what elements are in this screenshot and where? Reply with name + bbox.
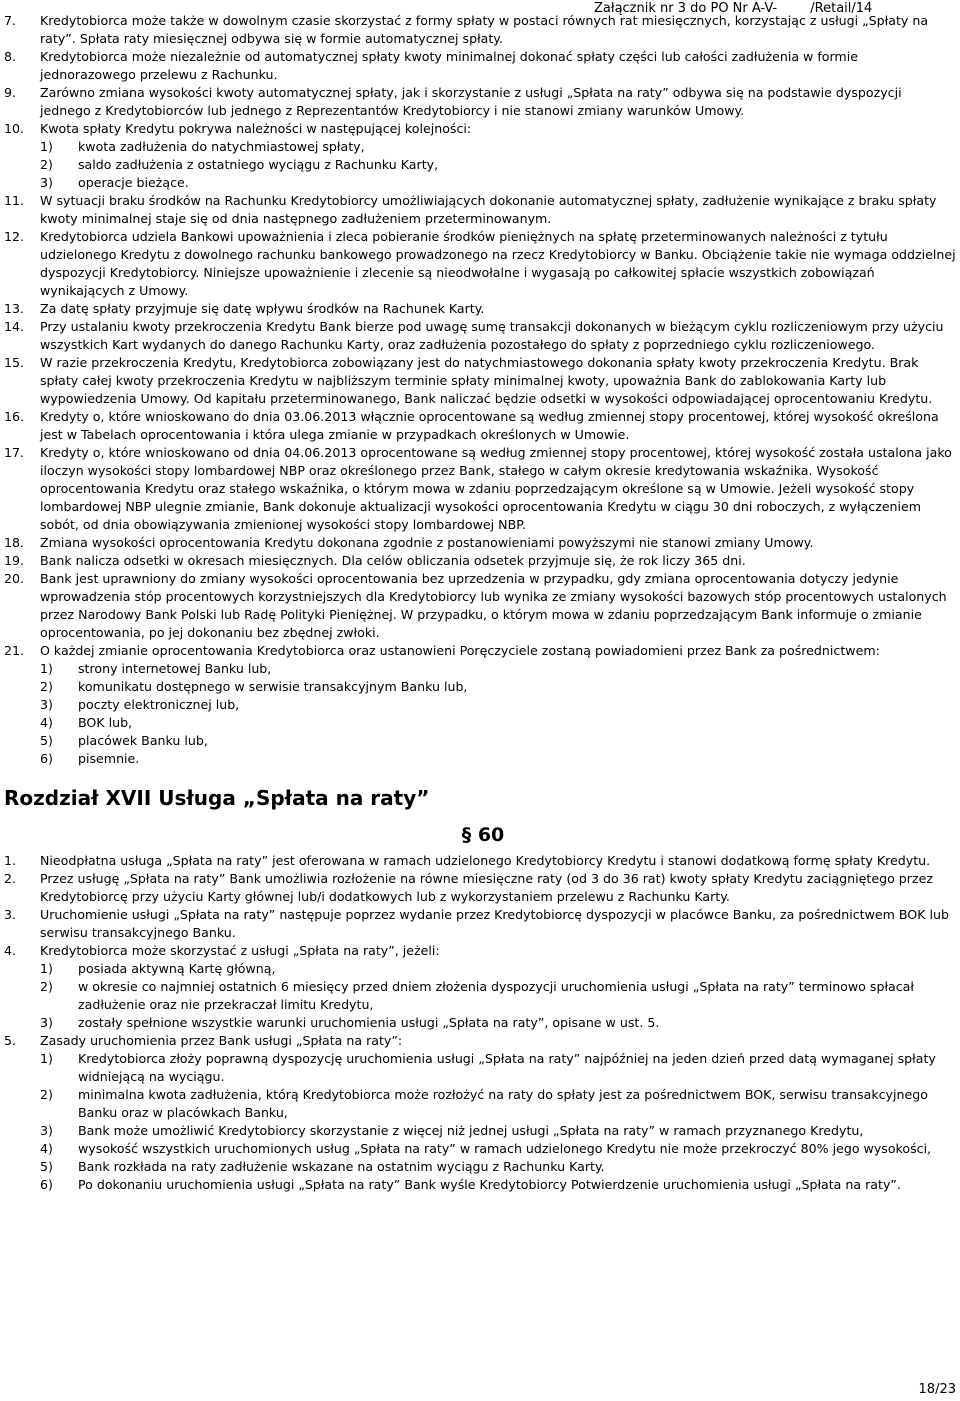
list-item xyxy=(4,354,956,408)
list-item xyxy=(4,120,956,192)
item-number: 1. xyxy=(4,853,17,868)
item-number: 19. xyxy=(4,553,25,568)
item-number: 15. xyxy=(4,355,25,370)
sub-item xyxy=(40,732,956,750)
sub-item-text: minimalna kwota zadłużenia, którą Kredytobiorca może rozłożyć na raty do spłaty jest za pośrednictwem BOK, serwisu transakcyjnego Banku oraz w placówkach Banku, xyxy=(78,1087,928,1120)
sub-item-number: 1) xyxy=(40,139,53,154)
sub-item-number: 2) xyxy=(40,1087,53,1102)
paragraph-mark: § 60 xyxy=(461,824,505,846)
item-text: Kredytobiorca może także w dowolnym czasie skorzystać z formy spłaty w postaci równych rat miesięcznych, korzystając z usługi „Spłaty na raty”. Spłata raty miesięcznej odbywa się w formie automatycznej spłaty. xyxy=(40,13,929,46)
item-text: Bank nalicza odsetki w okresach miesięcznych. Dla celów obliczania odsetek przyjmuje się, że rok liczy 365 dni. xyxy=(40,553,746,568)
sub-item-number: 3) xyxy=(40,175,53,190)
item-text: Kredytobiorca może skorzystać z usługi „Spłata na raty”, jeżeli: xyxy=(40,943,440,958)
sub-item xyxy=(40,1014,956,1032)
sub-item-text: w okresie co najmniej ostatnich 6 miesięcy przed dniem złożenia dyspozycji uruchomienia usługi „Spłata na raty” terminowo spłacał zadłużenie oraz nie przekraczał limitu Kredytu, xyxy=(78,979,914,1012)
item-number: 3. xyxy=(4,907,17,922)
item-text: Uruchomienie usługi „Spłata na raty” następuje poprzez wydanie przez Kredytobiorcę dyspozycji w placówce Banku, za pośrednictwem BOK lub serwisu transakcyjnego Banku. xyxy=(40,907,949,940)
sub-item-number: 1) xyxy=(40,1051,53,1066)
sub-item-text: Bank rozkłada na raty zadłużenie wskazane na ostatnim wyciągu z Rachunku Karty. xyxy=(78,1159,605,1174)
item-number: 7. xyxy=(4,13,17,28)
list-item xyxy=(4,12,956,48)
sub-item xyxy=(40,1176,956,1194)
sub-item-number: 2) xyxy=(40,979,53,994)
sub-item xyxy=(40,138,956,156)
sub-item xyxy=(40,960,956,978)
list-item xyxy=(4,534,956,552)
item-text: Bank jest uprawniony do zmiany wysokości oprocentowania bez uprzedzenia w przypadku, gdy zmiana oprocentowania dotyczy jedynie wprowadzenia stóp procentowych korzystniejszych dla Kredytobiorcy lub wynika ze zmiany wysokości bazowych stóp procentowych ustalonych przez Narodowy Bank Polski lub Radę Polityki Pieniężnej. W przypadku, o którym mowa w zdaniu poprzedzającym Bank informuje o zmianie oprocentowania, po jej dokonaniu bez zbędnej zwłoki. xyxy=(40,571,947,640)
sub-item-number: 3) xyxy=(40,1015,53,1030)
item-text: Kredytobiorca udziela Bankowi upoważnienia i zleca pobieranie środków pieniężnych na spłatę przeterminowanych należności z tytułu udzielonego Kredytu z dowolnego rachunku bankowego prowadzonego na rzecz Kredytobiorcy w Banku. Obciążenie takie nie wymaga oddzielnej dyspozycji Kredytobiorcy. Niniejsze upoważnienie i zlecenie są nieodwołalne i wygasają po całkowitej spłacie wszystkich zobowiązań wynikających z Umowy. xyxy=(40,229,956,298)
sub-item xyxy=(40,1050,956,1086)
sub-item-number: 1) xyxy=(40,661,53,676)
item-number: 9. xyxy=(4,85,17,100)
sub-item xyxy=(40,1158,956,1176)
sub-item xyxy=(40,978,956,1014)
sub-item xyxy=(40,174,956,192)
list-item xyxy=(4,852,956,870)
sub-item-number: 2) xyxy=(40,679,53,694)
item-text: Przez usługę „Spłata na raty” Bank umożliwia rozłożenie na równe miesięczne raty (od 3 do 36 rat) kwoty spłaty Kredytu zaciągniętego przez Kredytobiorcę przy użyciu Karty głównej lub/i dodatkowych lub z wykorzystaniem przelewu z Rachunku Karty. xyxy=(40,871,933,904)
sub-item-number: 2) xyxy=(40,157,53,172)
sub-item-number: 4) xyxy=(40,715,53,730)
sub-item-text: poczty elektronicznej lub, xyxy=(78,697,240,712)
item-number: 2. xyxy=(4,871,17,886)
sub-item-text: Po dokonaniu uruchomienia usługi „Spłata na raty” Bank wyśle Kredytobiorcy Potwierdzenie uruchomienia usługi „Spłata na raty”. xyxy=(78,1177,901,1192)
document-body xyxy=(4,12,956,1194)
list-item xyxy=(4,942,956,1032)
sub-item xyxy=(40,696,956,714)
list-item xyxy=(4,444,956,534)
item-number: 10. xyxy=(4,121,25,136)
item-number: 13. xyxy=(4,301,25,316)
item-number: 21. xyxy=(4,643,25,658)
item-text: Zarówno zmiana wysokości kwoty automatycznej spłaty, jak i skorzystanie z usługi „Spłata na raty” odbywa się na podstawie dyspozycji jednego z Kredytobiorców lub jednego z Reprezentantów Kredytobiorcy i nie stanowi zmiany warunków Umowy. xyxy=(40,85,902,118)
list-item xyxy=(4,408,956,444)
sub-item xyxy=(40,1122,956,1140)
sub-item-number: 1) xyxy=(40,961,53,976)
sub-item-text: Kredytobiorca złoży poprawną dyspozycję uruchomienia usługi „Spłata na raty” najpóźniej na jeden dzień przed datą wymaganej spłaty widniejącą na wyciągu. xyxy=(78,1051,936,1084)
list-item xyxy=(4,570,956,642)
sub-item xyxy=(40,750,956,768)
sub-item-text: Bank może umożliwić Kredytobiorcy skorzystanie z więcej niż jednej usługi „Spłata na raty” w ramach przyznanego Kredytu, xyxy=(78,1123,864,1138)
item-text: Kredytobiorca może niezależnie od automatycznej spłaty kwoty minimalnej dokonać spłaty części lub całości zadłużenia w formie jednorazowego przelewu z Rachunku. xyxy=(40,49,858,82)
item-text: O każdej zmianie oprocentowania Kredytobiorca oraz ustanowieni Poręczyciele zostaną powiadomieni przez Bank za pośrednictwem: xyxy=(40,643,880,658)
sub-item-text: strony internetowej Banku lub, xyxy=(78,661,272,676)
list-item xyxy=(4,642,956,768)
item-number: 12. xyxy=(4,229,25,244)
page-header: Załącznik nr 3 do PO Nr A-V- /Retail/14 xyxy=(594,1,873,16)
sub-item xyxy=(40,1086,956,1122)
sub-item-text: operacje bieżące. xyxy=(78,175,189,190)
item-number: 4. xyxy=(4,943,17,958)
list-item xyxy=(4,192,956,228)
list-item xyxy=(4,48,956,84)
sub-item-number: 4) xyxy=(40,1141,53,1156)
chapter-title: Rozdział XVII Usługa „Spłata na raty” xyxy=(4,786,430,810)
item-text: Nieodpłatna usługa „Spłata na raty” jest oferowana w ramach udzielonego Kredytobiorcy Kredytu i stanowi dodatkową formę spłaty Kredytu. xyxy=(40,853,931,868)
sub-item-number: 6) xyxy=(40,1177,53,1192)
numbered-list-top xyxy=(4,12,956,768)
item-number: 17. xyxy=(4,445,25,460)
sub-item xyxy=(40,660,956,678)
item-text: Zmiana wysokości oprocentowania Kredytu dokonana zgodnie z postanowieniami powyższymi nie stanowi zmiany Umowy. xyxy=(40,535,814,550)
item-text: Zasady uruchomienia przez Bank usługi „Spłata na raty”: xyxy=(40,1033,403,1048)
sub-item-text: kwota zadłużenia do natychmiastowej spłaty, xyxy=(78,139,365,154)
sub-item-text: wysokość wszystkich uruchomionych usług „Spłata na raty” w ramach udzielonego Kredytu nie może przekroczyć 80% jego wysokości, xyxy=(78,1141,932,1156)
sub-item-text: pisemnie. xyxy=(78,751,140,766)
list-item xyxy=(4,228,956,300)
list-item xyxy=(4,906,956,942)
item-number: 5. xyxy=(4,1033,17,1048)
item-number: 18. xyxy=(4,535,25,550)
item-text: Kredyty o, które wnioskowano od dnia 04.06.2013 oprocentowane są według zmiennej stopy procentowej, której wysokość została ustalona jako iloczyn wysokości stopy lombardowej NBP oraz określonego przez Bank, stałego w całym okresie kredytowania wskaźnika. Wysokość oprocentowania Kredytu oraz stałego wskaźnika, o którym mowa w zdaniu poprzedzającym określone są w Umowie. Jeżeli wysokość stopy lombardowej NBP ulegnie zmianie, Bank dokonuje aktualizacji wysokości oprocentowania Kredytu w ciągu 30 dni roboczych, z wyłączeniem sobót, od dnia obowiązywania zmienionej wysokości stopy lombardowej NBP. xyxy=(40,445,952,532)
item-number: 16. xyxy=(4,409,25,424)
numbered-list-bottom xyxy=(4,852,956,1194)
list-item xyxy=(4,1032,956,1194)
list-item xyxy=(4,318,956,354)
item-text: Kredyty o, które wnioskowano do dnia 03.06.2013 włącznie oprocentowane są według zmiennej stopy procentowej, której wysokość określona jest w Tabelach oprocentowania i która ulega zmianie w przypadkach określonych w Umowie. xyxy=(40,409,939,442)
sub-item-text: komunikatu dostępnego w serwisie transakcyjnym Banku lub, xyxy=(78,679,468,694)
list-item xyxy=(4,552,956,570)
sub-item-text: BOK lub, xyxy=(78,715,133,730)
sub-item-number: 3) xyxy=(40,1123,53,1138)
sub-item xyxy=(40,714,956,732)
list-item xyxy=(4,300,956,318)
item-number: 8. xyxy=(4,49,17,64)
sub-item-text: placówek Banku lub, xyxy=(78,733,208,748)
item-text: Kwota spłaty Kredytu pokrywa należności w następującej kolejności: xyxy=(40,121,472,136)
item-text: Przy ustalaniu kwoty przekroczenia Kredytu Bank bierze pod uwagę sumę transakcji dokonanych w bieżącym cyklu rozliczeniowym przy użyciu wszystkich Kart wydanych do danego Rachunku Karty, oraz zadłużenia pozostałego do spłaty z poprzedniego cyklu rozliczeniowego. xyxy=(40,319,944,352)
item-number: 14. xyxy=(4,319,25,334)
sub-item-text: saldo zadłużenia z ostatniego wyciągu z Rachunku Karty, xyxy=(78,157,439,172)
sub-item-number: 3) xyxy=(40,697,53,712)
list-item xyxy=(4,84,956,120)
sub-item-text: zostały spełnione wszystkie warunki uruchomienia usługi „Spłata na raty”, opisane w ust. 5. xyxy=(78,1015,660,1030)
item-number: 20. xyxy=(4,571,25,586)
sub-item xyxy=(40,156,956,174)
sub-item xyxy=(40,678,956,696)
sub-item-text: posiada aktywną Kartę główną, xyxy=(78,961,276,976)
item-text: W sytuacji braku środków na Rachunku Kredytobiorcy umożliwiających dokonanie automatycznej spłaty, zadłużenie wynikające z braku spłaty kwoty minimalnej staje się od dnia następnego zadłużeniem przeterminowanym. xyxy=(40,193,937,226)
item-number: 11. xyxy=(4,193,25,208)
sub-item xyxy=(40,1140,956,1158)
sub-item-number: 5) xyxy=(40,733,53,748)
list-item xyxy=(4,870,956,906)
item-text: Za datę spłaty przyjmuje się datę wpływu środków na Rachunek Karty. xyxy=(40,301,485,316)
item-text: W razie przekroczenia Kredytu, Kredytobiorca zobowiązany jest do natychmiastowego dokonania spłaty kwoty przekroczenia Kredytu. Brak spłaty całej kwoty przekroczenia Kredytu w najbliższym terminie spłaty minimalnej kwoty, upoważnia Bank do zablokowania Karty lub wypowiedzenia Umowy. Od kapitału przeterminowanego, Bank naliczać będzie odsetki w wysokości odpowiadającej oprocentowaniu Kredytu. xyxy=(40,355,933,406)
sub-item-number: 6) xyxy=(40,751,53,766)
sub-item-number: 5) xyxy=(40,1159,53,1174)
page-number: 18/23 xyxy=(918,1382,956,1397)
